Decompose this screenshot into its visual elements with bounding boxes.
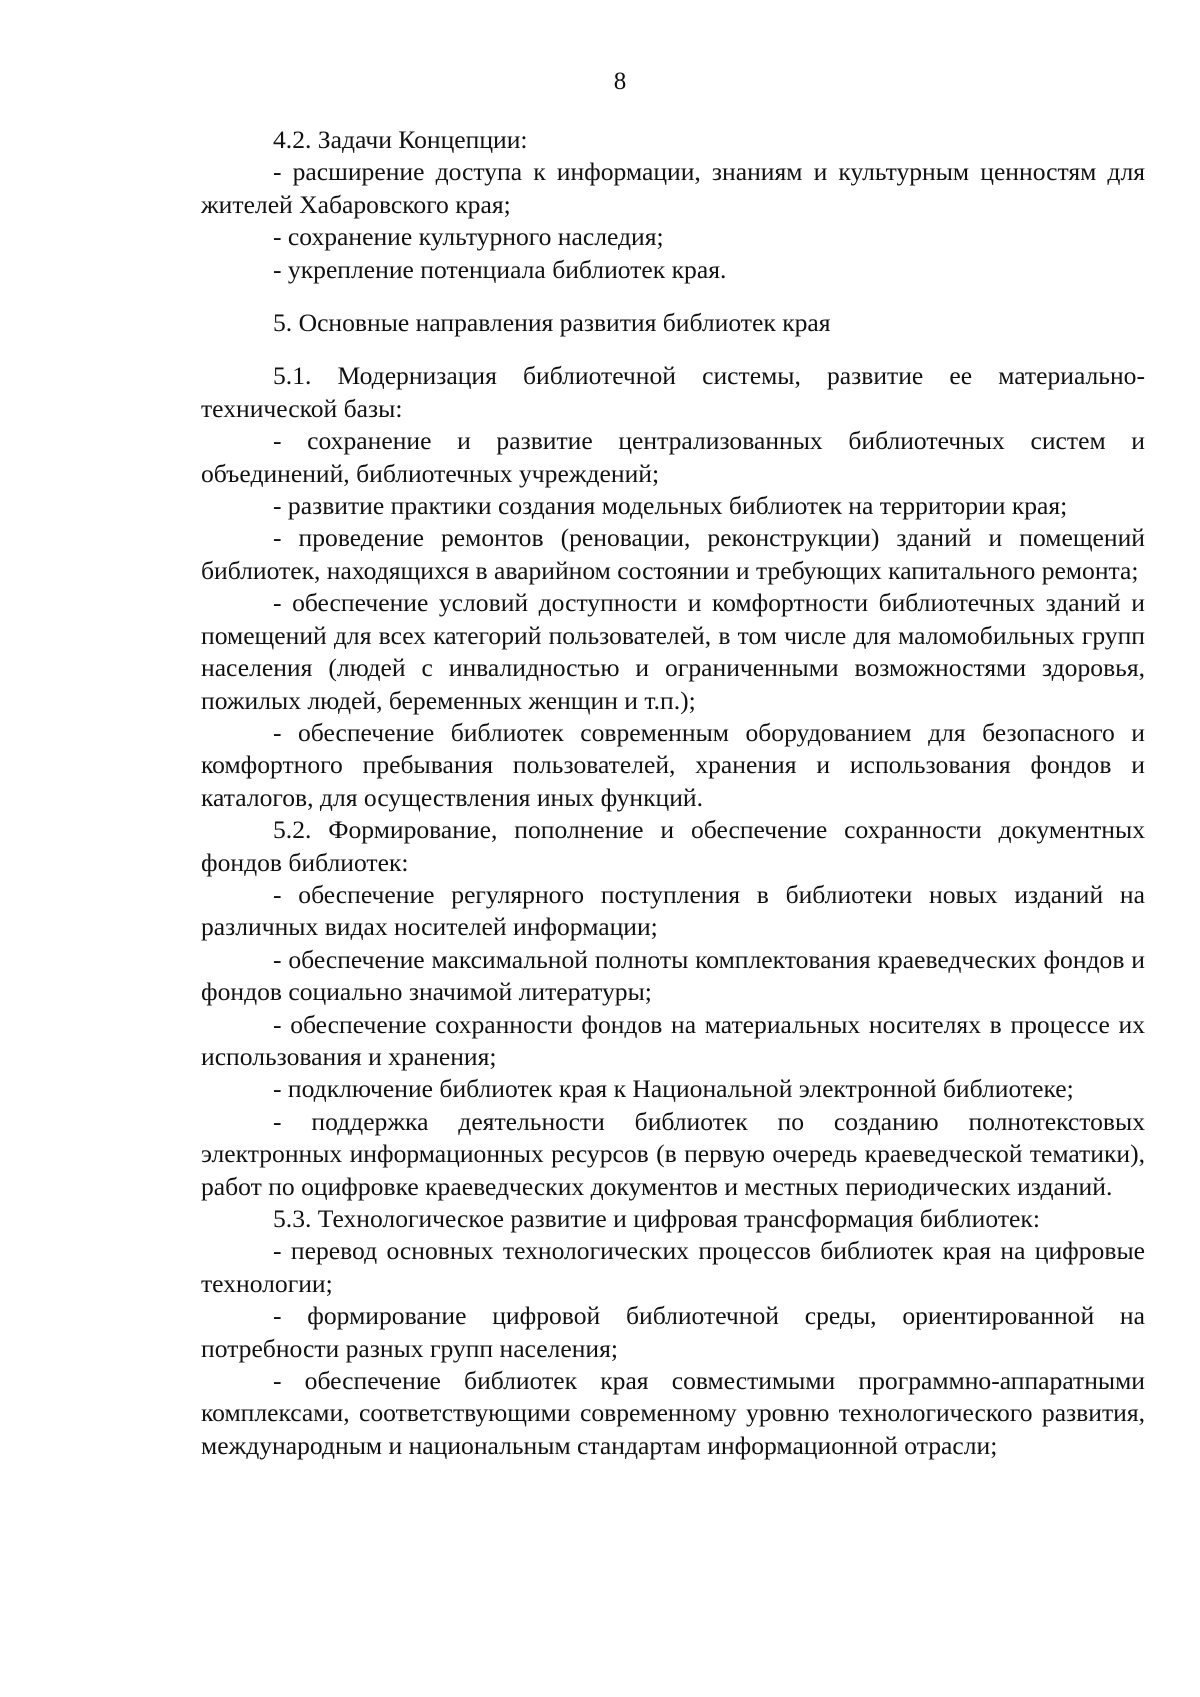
list-item: - формирование цифровой библиотечной среды, ориентированной на потребности разных групп населения; (201, 1301, 1145, 1363)
section-heading-5: 5. Основные направления развития библиотек края (273, 308, 831, 338)
list-item: - обеспечение библиотек современным оборудованием для безопасного и комфортного пребывания пользователей, хранения и использования фондов и каталогов, для осуществления иных функций. (201, 717, 1145, 812)
list-item: - обеспечение библиотек края совместимыми программно-аппаратными комплексами, соответствующими современному уровню технологического развития, международным и национальным стандартам информационной отрасли; (201, 1366, 1145, 1460)
list-item: - развитие практики создания модельных библиотек на территории края; (273, 491, 1068, 521)
section-heading-5-3: 5.3. Технологическое развитие и цифровая трансформация библиотек: (273, 1204, 1040, 1233)
list-item: - сохранение и развитие централизованных библиотечных систем и объединений, библиотечных учреждений; (201, 426, 1145, 488)
list-item: - расширение доступа к информации, знаниям и культурным ценностям для жителей Хабаровского края; (201, 157, 1145, 219)
list-item: - укрепление потенциала библиотек края. (273, 254, 727, 284)
page-number: 8 (613, 68, 627, 95)
list-item: - сохранение культурного наследия; (273, 222, 664, 252)
list-item: - обеспечение максимальной полноты комплектования краеведческих фондов и фондов социально значимой литературы; (201, 944, 1145, 1007)
list-item: - проведение ремонтов (реновации, реконструкции) зданий и помещений библиотек, находящихся в аварийном состоянии и требующих капитального ремонта; (201, 523, 1145, 585)
list-item: - поддержка деятельности библиотек по созданию полнотекстовых электронных информационных ресурсов (в первую очередь краеведческой тематики), работ по оцифровке краеведческих документов и местных периодических изданий. (201, 1106, 1145, 1201)
section-heading-5-1: 5.1. Модернизация библиотечной системы, развитие ее материально-технической базы: (201, 361, 1145, 423)
list-item: - обеспечение регулярного поступления в библиотеки новых изданий на различных видах носителей информации; (201, 879, 1145, 942)
section-heading-4-2: 4.2. Задачи Концепции: (273, 125, 528, 154)
list-item: - перевод основных технологических процессов библиотек края на цифровые технологии; (201, 1236, 1145, 1298)
list-item: - обеспечение сохранности фондов на материальных носителях в процессе их использования и хранения; (201, 1009, 1145, 1071)
list-item: - подключение библиотек края к Национальной электронной библиотеке; (273, 1074, 1074, 1104)
section-heading-5-2: 5.2. Формирование, пополнение и обеспечение сохранности документных фондов библиотек: (201, 815, 1145, 877)
list-item: - обеспечение условий доступности и комфортности библиотечных зданий и помещений для всех категорий пользователей, в том числе для маломобильных групп населения (людей с инвалидностью и ограниченными возможностями здоровья, пожилых людей, беременных женщин и т.п.); (201, 588, 1145, 715)
document-body (201, 124, 1145, 1462)
